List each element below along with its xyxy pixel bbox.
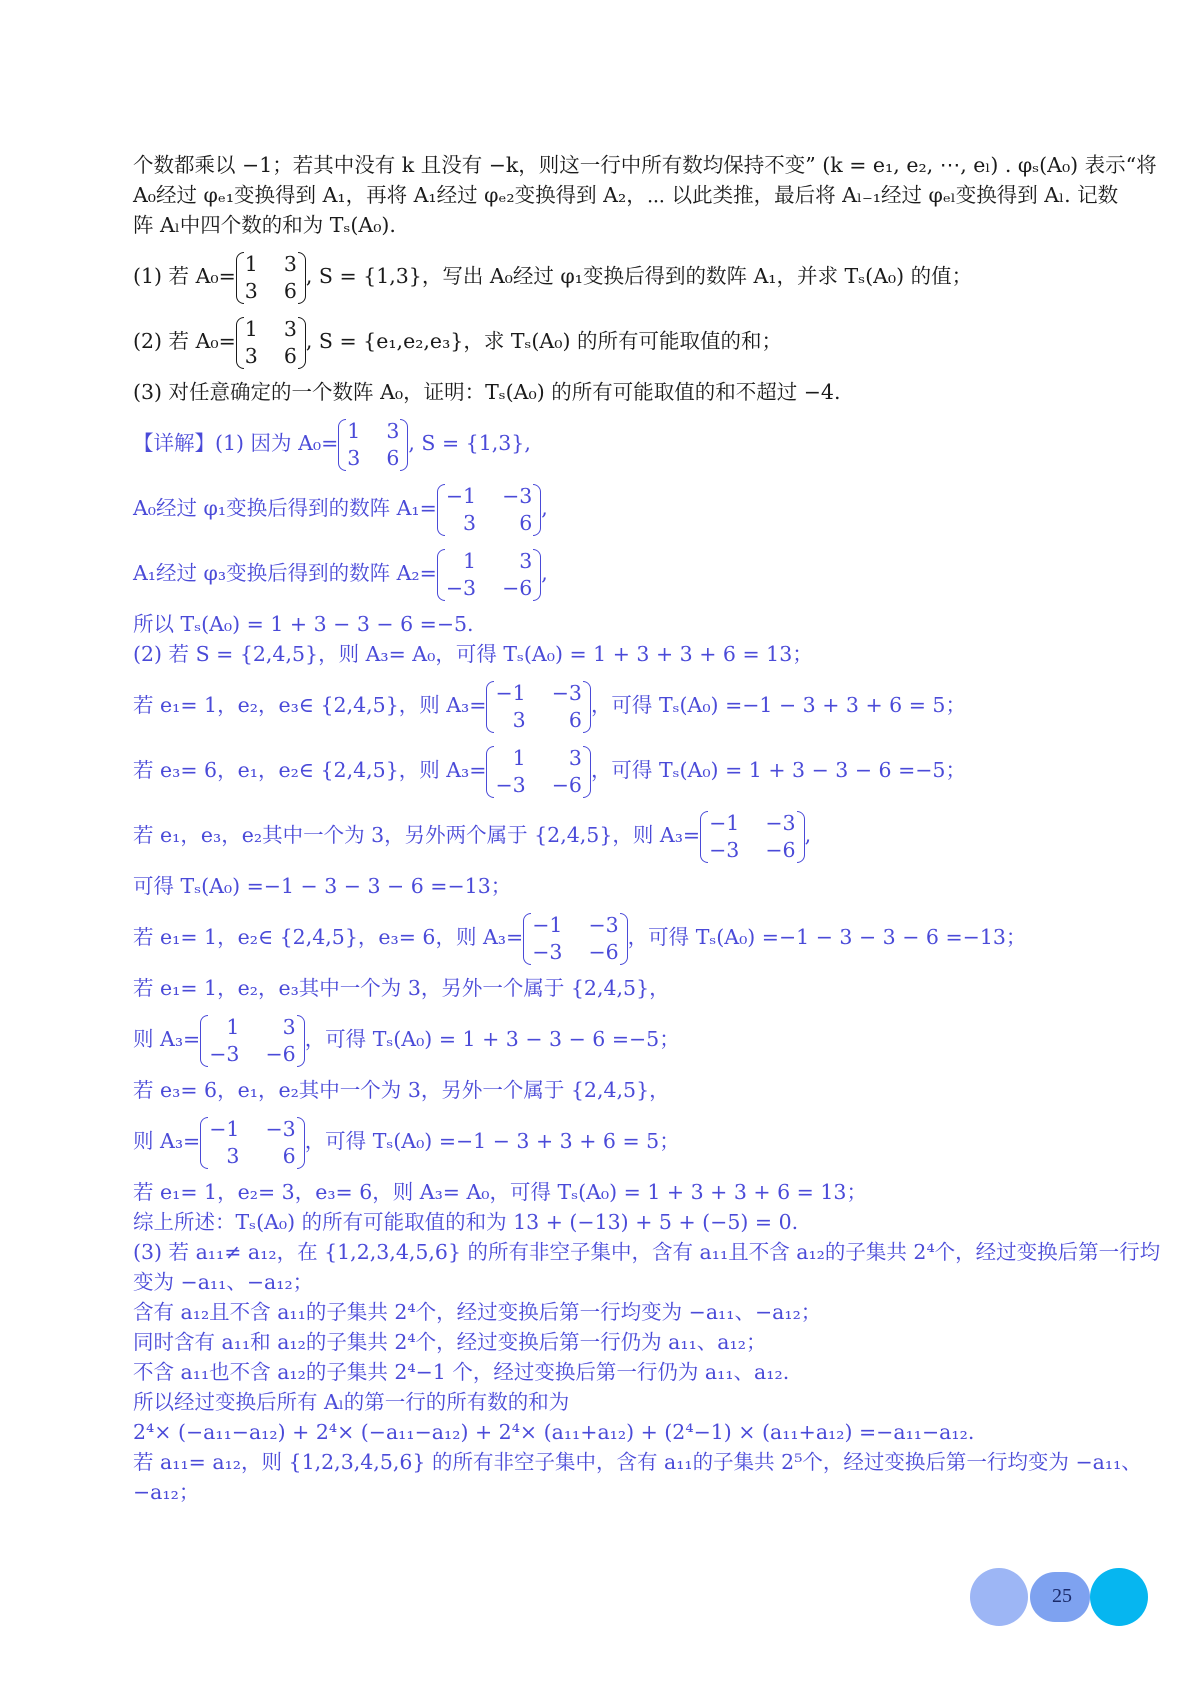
- solution-line-1: [133, 414, 1068, 472]
- s6-matrix: [486, 680, 590, 734]
- matrix-cell: −1: [532, 912, 563, 937]
- s7-prefix: 若 e₃= 6，e₁，e₂∈ {2,4,5}，则 A₃=: [133, 758, 487, 782]
- matrix-cell: 1: [512, 745, 526, 770]
- s2-matrix: [437, 483, 541, 537]
- solution-line-23: 2⁴× (−a₁₁−a₁₂) + 2⁴× (−a₁₁−a₁₂) + 2⁴× (a₁₁+a₁₂) + (2⁴−1) × (a₁₁+a₁₂) =−a₁₁−a₁₂.: [133, 1420, 975, 1444]
- problem-line-1: 个数都乘以 −1；若其中没有 k 且没有 −k，则这一行中所有数均保持不变” (k = e₁, e₂, ⋯, eₗ) . φₛ(A₀) 表示“将: [133, 153, 1157, 177]
- matrix-cell: 3: [244, 278, 258, 303]
- s1-matrix: [338, 418, 408, 472]
- matrix-cell: −6: [265, 1041, 296, 1066]
- solution-line-2: [133, 479, 1068, 537]
- matrix-cell: −3: [495, 772, 526, 797]
- q1-suffix: , S = {1,3}，写出 A₀经过 φ₁变换后得到的数阵 A₁，并求 Tₛ(A₀) 的值；: [305, 264, 973, 288]
- footer-right-circle: [1090, 1568, 1148, 1626]
- problem-line-2: A₀经过 φₑ₁变换得到 A₁，再将 A₁经过 φₑ₂变换得到 A₂，⋯ 以此类推，最后将 Aₗ₋₁经过 φₑₗ变换得到 Aₗ. 记数: [133, 183, 1119, 207]
- q2-matrix: [236, 316, 306, 370]
- footer-left-circle: [970, 1568, 1028, 1626]
- s14-matrix: [200, 1116, 304, 1170]
- s12-matrix: [200, 1014, 304, 1068]
- solution-line-4: 所以 Tₛ(A₀) = 1 + 3 − 3 − 6 =−5.: [133, 612, 474, 636]
- s1-prefix: (1) 因为 A₀=: [215, 431, 339, 455]
- matrix-cell: 1: [244, 251, 258, 276]
- matrix-cell: −3: [209, 1041, 240, 1066]
- matrix-cell: 3: [244, 343, 258, 368]
- matrix-cell: −1: [495, 680, 526, 705]
- solution-line-5: (2) 若 S = {2,4,5}，则 A₃= A₀，可得 Tₛ(A₀) = 1 + 3 + 3 + 6 = 13；: [133, 642, 813, 666]
- solution-line-16: 综上所述：Tₛ(A₀) 的所有可能取值的和为 13 + (−13) + 5 + (−5) = 0.: [133, 1210, 799, 1234]
- matrix-cell: 6: [386, 445, 400, 470]
- solution-line-10: [133, 908, 1068, 966]
- question-2: [133, 312, 1068, 370]
- matrix-cell: 3: [282, 1014, 296, 1039]
- s10-matrix: [523, 912, 627, 966]
- s10-suffix: ，可得 Tₛ(A₀) =−1 − 3 − 3 − 6 =−13；: [627, 925, 1027, 949]
- solution-line-24: 若 a₁₁= a₁₂，则 {1,2,3,4,5,6} 的所有非空子集中，含有 a₁₁的子集共 2⁵个，经过变换后第一行均变为 −a₁₁、: [133, 1450, 1142, 1474]
- matrix-cell: −3: [765, 810, 796, 835]
- matrix-cell: 6: [568, 707, 582, 732]
- matrix-cell: −6: [551, 772, 582, 797]
- s12-prefix: 则 A₃=: [133, 1027, 201, 1051]
- solution-line-8: [133, 806, 1068, 864]
- page-number: 25: [1052, 1585, 1072, 1607]
- solution-line-21: 不含 a₁₁也不含 a₁₂的子集共 2⁴−1 个，经过变换后第一行仍为 a₁₁、a₁₂.: [133, 1360, 790, 1384]
- s6-suffix: ，可得 Tₛ(A₀) =−1 − 3 + 3 + 6 = 5；: [590, 693, 966, 717]
- s3-prefix: A₁经过 φ₃变换后得到的数阵 A₂=: [133, 561, 437, 585]
- solution-block: [133, 414, 1161, 1507]
- matrix-cell: 6: [283, 343, 297, 368]
- matrix-cell: 6: [519, 510, 533, 535]
- question-1: [133, 247, 1068, 305]
- matrix-cell: 3: [463, 510, 477, 535]
- matrix-cell: 3: [519, 548, 533, 573]
- question-3: (3) 对任意确定的一个数阵 A₀，证明：Tₛ(A₀) 的所有可能取值的和不超过 −4.: [133, 380, 841, 404]
- s8-suffix: ,: [804, 823, 812, 847]
- solution-line-3: [133, 544, 1068, 602]
- s2-prefix: A₀经过 φ₁变换后得到的数阵 A₁=: [133, 496, 437, 520]
- solution-line-12: [133, 1010, 1068, 1068]
- document-page: [133, 150, 1161, 1507]
- solution-line-18: 变为 −a₁₁、−a₁₂；: [133, 1270, 314, 1294]
- solution-line-25: −a₁₂；: [133, 1480, 200, 1504]
- s6-prefix: 若 e₁= 1，e₂，e₃∈ {2,4,5}，则 A₃=: [133, 693, 487, 717]
- matrix-cell: 1: [463, 548, 477, 573]
- matrix-cell: −1: [445, 483, 477, 508]
- s3-suffix: ,: [541, 561, 548, 585]
- matrix-cell: −3: [551, 680, 582, 705]
- matrix-cell: −1: [209, 1116, 240, 1141]
- matrix-cell: −3: [588, 912, 619, 937]
- solution-line-17: (3) 若 a₁₁≠ a₁₂，在 {1,2,3,4,5,6} 的所有非空子集中，含有 a₁₁且不含 a₁₂的子集共 2⁴个，经过变换后第一行均: [133, 1240, 1161, 1264]
- matrix-cell: 3: [386, 418, 400, 443]
- matrix-cell: −3: [265, 1116, 296, 1141]
- s14-suffix: ，可得 Tₛ(A₀) =−1 − 3 + 3 + 6 = 5；: [304, 1129, 680, 1153]
- solution-line-22: 所以经过变换后所有 Aₗ的第一行的所有数的和为: [133, 1390, 570, 1414]
- matrix-cell: 3: [226, 1143, 240, 1168]
- matrix-cell: −6: [502, 575, 533, 600]
- matrix-cell: 1: [347, 418, 361, 443]
- matrix-cell: 1: [226, 1014, 240, 1039]
- s2-suffix: ,: [541, 496, 548, 520]
- matrix-cell: −3: [709, 837, 740, 862]
- solution-line-14: [133, 1112, 1068, 1170]
- matrix-cell: 6: [282, 1143, 296, 1168]
- s10-prefix: 若 e₁= 1，e₂∈ {2,4,5}，e₃= 6，则 A₃=: [133, 925, 524, 949]
- solution-line-20: 同时含有 a₁₁和 a₁₂的子集共 2⁴个，经过变换后第一行仍为 a₁₁、a₁₂；: [133, 1330, 767, 1354]
- problem-line-3: 阵 Aₗ中四个数的和为 Tₛ(A₀).: [133, 213, 396, 237]
- q2-suffix: , S = {e₁,e₂,e₃}，求 Tₛ(A₀) 的所有可能取值的和；: [305, 329, 782, 353]
- s7-matrix: [486, 745, 590, 799]
- s12-suffix: ，可得 Tₛ(A₀) = 1 + 3 − 3 − 6 =−5；: [304, 1027, 680, 1051]
- matrix-cell: −3: [445, 575, 477, 600]
- solution-line-15: 若 e₁= 1，e₂= 3，e₃= 6，则 A₃= A₀，可得 Tₛ(A₀) = 1 + 3 + 3 + 6 = 13；: [133, 1180, 867, 1204]
- q2-prefix: (2) 若 A₀=: [133, 329, 236, 353]
- solution-line-11: 若 e₁= 1，e₂，e₃其中一个为 3，另外一个属于 {2,4,5}，: [133, 976, 670, 1000]
- matrix-cell: 1: [244, 316, 258, 341]
- solution-line-7: [133, 741, 1068, 799]
- matrix-cell: −3: [502, 483, 533, 508]
- s1-suffix: , S = {1,3},: [408, 431, 531, 455]
- matrix-cell: 6: [283, 278, 297, 303]
- solution-line-6: [133, 676, 1068, 734]
- solution-line-19: 含有 a₁₂且不含 a₁₁的子集共 2⁴个，经过变换后第一行均变为 −a₁₁、−a₁₂；: [133, 1300, 822, 1324]
- s14-prefix: 则 A₃=: [133, 1129, 201, 1153]
- q1-prefix: (1) 若 A₀=: [133, 264, 236, 288]
- matrix-cell: 3: [568, 745, 582, 770]
- matrix-cell: −3: [532, 939, 563, 964]
- solution-line-13: 若 e₃= 6，e₁，e₂其中一个为 3，另外一个属于 {2,4,5}，: [133, 1078, 670, 1102]
- matrix-cell: −1: [709, 810, 740, 835]
- matrix-cell: 3: [283, 251, 297, 276]
- matrix-cell: 3: [512, 707, 526, 732]
- matrix-cell: 3: [347, 445, 361, 470]
- q1-matrix: [236, 251, 306, 305]
- solution-header: 【详解】: [133, 431, 215, 455]
- matrix-cell: −6: [765, 837, 796, 862]
- solution-line-9: 可得 Tₛ(A₀) =−1 − 3 − 3 − 6 =−13；: [133, 874, 512, 898]
- s8-prefix: 若 e₁，e₃，e₂其中一个为 3，另外两个属于 {2,4,5}，则 A₃=: [133, 823, 701, 847]
- s3-matrix: [437, 548, 541, 602]
- s7-suffix: ，可得 Tₛ(A₀) = 1 + 3 − 3 − 6 =−5；: [590, 758, 966, 782]
- matrix-cell: −6: [588, 939, 619, 964]
- s8-matrix: [700, 810, 804, 864]
- matrix-cell: 3: [283, 316, 297, 341]
